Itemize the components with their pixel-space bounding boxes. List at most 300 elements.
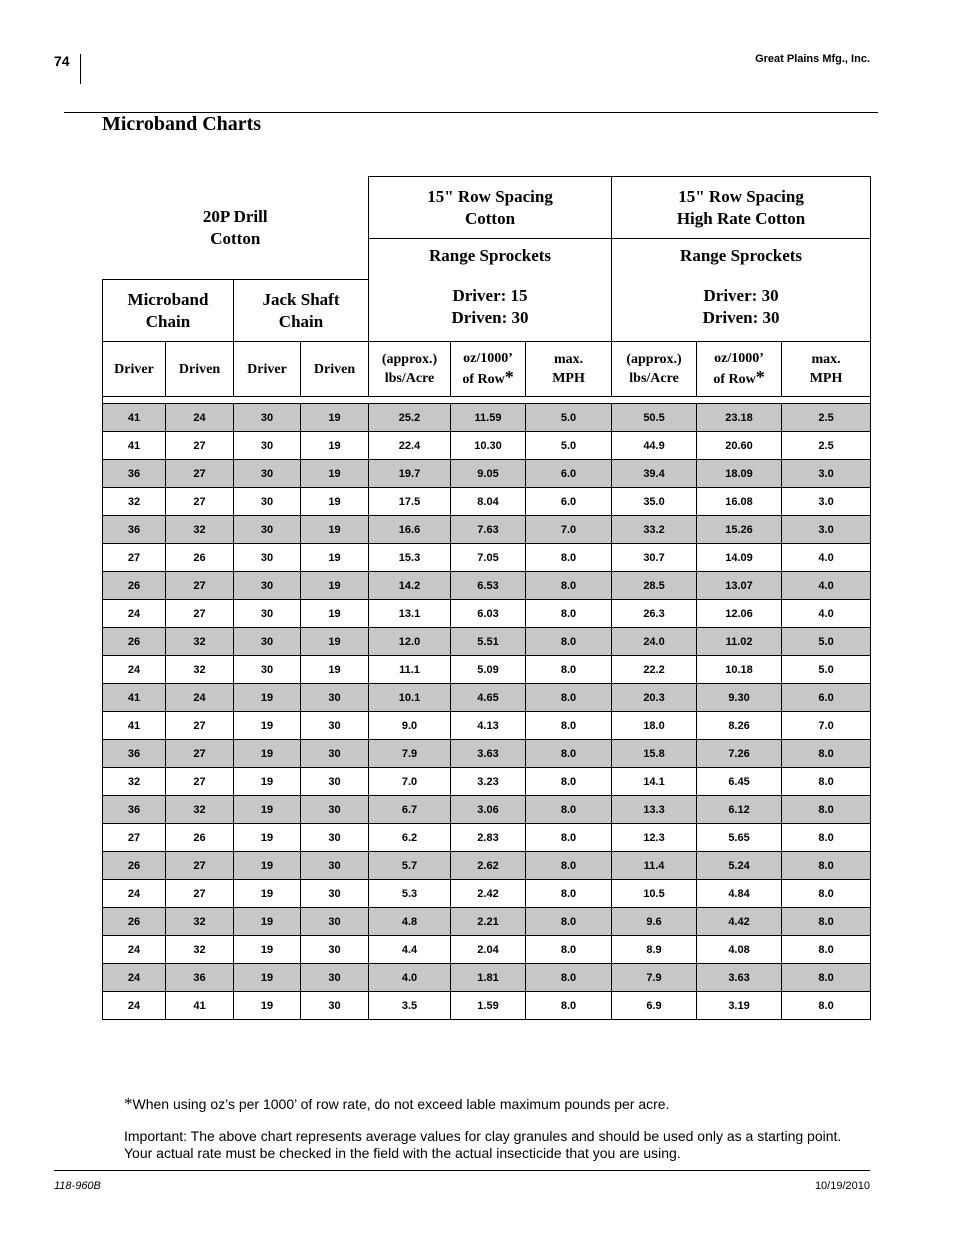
table-cell: 35.0 — [612, 488, 697, 516]
table-cell: 4.42 — [697, 908, 782, 936]
table-row — [103, 992, 871, 1020]
table-cell: 27 — [103, 824, 166, 852]
table-cell: 30 — [234, 460, 301, 488]
table-cell: 30 — [301, 684, 369, 712]
table-cell: 2.42 — [451, 880, 526, 908]
table-cell: 24 — [166, 404, 234, 432]
table-cell: 13.1 — [369, 600, 451, 628]
table-cell: 19 — [234, 908, 301, 936]
table-cell: 30 — [234, 628, 301, 656]
table-row — [103, 460, 871, 488]
microband-chart-table — [102, 176, 871, 1020]
table-cell: 8.0 — [526, 768, 612, 796]
drill-model: 20P Drill — [202, 206, 268, 226]
table-cell: 19 — [301, 432, 369, 460]
table-cell: 2.83 — [451, 824, 526, 852]
table-cell: 10.30 — [451, 432, 526, 460]
table-cell: 30 — [301, 740, 369, 768]
table-cell: 11.59 — [451, 404, 526, 432]
note-oz-warning — [124, 1094, 669, 1114]
table-row — [103, 572, 871, 600]
table-cell: 14.2 — [369, 572, 451, 600]
table-cell: 8.0 — [526, 740, 612, 768]
table-cell: 8.0 — [526, 908, 612, 936]
col-oz-asterisk: * — [504, 367, 514, 387]
table-cell: 17.5 — [369, 488, 451, 516]
table-cell: 25.2 — [369, 404, 451, 432]
table-cell: 32 — [166, 936, 234, 964]
table-cell: 4.0 — [782, 600, 871, 628]
table-cell: 30 — [301, 992, 369, 1020]
col-microband-driver: Driver — [103, 342, 166, 397]
table-row — [103, 712, 871, 740]
table-cell: 30 — [301, 964, 369, 992]
table-cell: 26.3 — [612, 600, 697, 628]
table-row — [103, 936, 871, 964]
table-cell: 33.2 — [612, 516, 697, 544]
table-cell: 3.63 — [451, 740, 526, 768]
group1-driver: Driver: 15 — [452, 286, 528, 305]
table-cell: 41 — [103, 404, 166, 432]
table-cell: 19 — [234, 824, 301, 852]
table-cell: 26 — [103, 852, 166, 880]
table-cell: 19 — [301, 656, 369, 684]
table-cell: 19 — [301, 600, 369, 628]
table-cell: 30 — [234, 488, 301, 516]
table-cell: 24 — [103, 600, 166, 628]
col-oz-asterisk: * — [755, 367, 765, 387]
table-cell: 3.5 — [369, 992, 451, 1020]
group1-header — [369, 177, 612, 239]
table-cell: 8.04 — [451, 488, 526, 516]
table-cell: 8.0 — [526, 992, 612, 1020]
table-cell: 5.24 — [697, 852, 782, 880]
group1-driven: Driven: 30 — [451, 308, 529, 327]
table-row — [103, 628, 871, 656]
table-cell: 32 — [166, 516, 234, 544]
col-group2-mph — [782, 342, 871, 397]
table-cell: 4.8 — [369, 908, 451, 936]
table-row — [103, 880, 871, 908]
col-jackshaft-driver: Driver — [234, 342, 301, 397]
table-cell: 30 — [301, 908, 369, 936]
footer-rule — [54, 1170, 870, 1171]
table-cell: 2.5 — [782, 432, 871, 460]
table-cell: 8.0 — [782, 740, 871, 768]
table-cell: 22.2 — [612, 656, 697, 684]
table-cell: 26 — [103, 908, 166, 936]
table-cell: 19 — [301, 572, 369, 600]
note-asterisk: * — [124, 1094, 133, 1113]
note-oz-text: When using oz’s per 1000’ of row rate, do not exceed lable maximum pounds per acre. — [132, 1096, 670, 1112]
col-microband-driven: Driven — [166, 342, 234, 397]
table-cell: 7.26 — [697, 740, 782, 768]
table-cell: 27 — [166, 712, 234, 740]
table-cell: 3.23 — [451, 768, 526, 796]
table-cell: 10.1 — [369, 684, 451, 712]
col-jackshaft-driven: Driven — [301, 342, 369, 397]
table-cell: 11.02 — [697, 628, 782, 656]
table-cell: 19 — [301, 628, 369, 656]
col-group2-oz — [697, 342, 782, 397]
col-mph-line2: MPH — [552, 371, 585, 386]
col-lbs-line1: (approx.) — [626, 352, 682, 367]
table-cell: 4.0 — [782, 544, 871, 572]
table-cell: 27 — [166, 488, 234, 516]
table-cell: 8.0 — [526, 880, 612, 908]
table-cell: 8.9 — [612, 936, 697, 964]
table-cell: 30 — [234, 404, 301, 432]
table-cell: 27 — [166, 600, 234, 628]
header-divider — [80, 54, 81, 84]
table-cell: 27 — [166, 880, 234, 908]
table-cell: 4.08 — [697, 936, 782, 964]
table-cell: 3.63 — [697, 964, 782, 992]
table-cell: 5.0 — [782, 628, 871, 656]
table-cell: 19 — [234, 936, 301, 964]
table-cell: 1.81 — [451, 964, 526, 992]
table-cell: 8.0 — [526, 796, 612, 824]
table-row — [103, 768, 871, 796]
microband-label: Microband — [127, 289, 209, 309]
table-cell: 32 — [103, 488, 166, 516]
table-cell: 5.65 — [697, 824, 782, 852]
table-row — [103, 656, 871, 684]
table-cell: 24 — [103, 964, 166, 992]
table-body — [103, 404, 871, 1020]
table-cell: 30 — [234, 600, 301, 628]
table-cell: 6.0 — [526, 488, 612, 516]
table-cell: 4.4 — [369, 936, 451, 964]
col-oz-line2: of Row — [713, 372, 756, 387]
table-cell: 8.0 — [526, 824, 612, 852]
table-cell: 12.0 — [369, 628, 451, 656]
table-cell: 30 — [301, 712, 369, 740]
table-cell: 14.09 — [697, 544, 782, 572]
table-cell: 41 — [103, 684, 166, 712]
table-cell: 30 — [301, 880, 369, 908]
table-cell: 19 — [234, 852, 301, 880]
table-cell: 3.19 — [697, 992, 782, 1020]
table-cell: 8.0 — [782, 936, 871, 964]
table-cell: 7.63 — [451, 516, 526, 544]
table-cell: 7.0 — [526, 516, 612, 544]
table-cell: 32 — [166, 908, 234, 936]
table-cell: 27 — [166, 852, 234, 880]
col-mph-line1: max. — [811, 352, 841, 367]
table-cell: 19 — [234, 684, 301, 712]
table-cell: 1.59 — [451, 992, 526, 1020]
table-cell: 44.9 — [612, 432, 697, 460]
table-cell: 7.9 — [369, 740, 451, 768]
table-cell: 8.0 — [526, 852, 612, 880]
table-cell: 19 — [301, 404, 369, 432]
table-cell: 50.5 — [612, 404, 697, 432]
table-cell: 27 — [166, 432, 234, 460]
table-cell: 6.45 — [697, 768, 782, 796]
table-cell: 24 — [103, 936, 166, 964]
table-cell: 12.06 — [697, 600, 782, 628]
col-group1-mph — [526, 342, 612, 397]
table-cell: 30 — [234, 544, 301, 572]
table-cell: 30 — [301, 852, 369, 880]
table-cell: 16.08 — [697, 488, 782, 516]
table-cell: 22.4 — [369, 432, 451, 460]
table-cell: 6.03 — [451, 600, 526, 628]
document-number: 118-960B — [54, 1180, 101, 1192]
table-cell: 26 — [103, 628, 166, 656]
table-cell: 10.18 — [697, 656, 782, 684]
table-cell: 8.0 — [782, 992, 871, 1020]
table-cell: 14.1 — [612, 768, 697, 796]
group1-sprockets — [369, 239, 612, 342]
table-cell: 6.0 — [526, 460, 612, 488]
table-cell: 30 — [301, 796, 369, 824]
table-cell: 41 — [166, 992, 234, 1020]
table-cell: 8.0 — [782, 852, 871, 880]
table-row — [103, 852, 871, 880]
table-cell: 8.0 — [526, 628, 612, 656]
col-group2-lbs — [612, 342, 697, 397]
table-cell: 41 — [103, 712, 166, 740]
table-cell: 30 — [234, 516, 301, 544]
table-cell: 3.0 — [782, 488, 871, 516]
table-cell: 8.0 — [782, 768, 871, 796]
table-row — [103, 432, 871, 460]
table-row — [103, 516, 871, 544]
table-cell: 5.09 — [451, 656, 526, 684]
table-cell: 4.84 — [697, 880, 782, 908]
table-cell: 19 — [234, 712, 301, 740]
table-cell: 39.4 — [612, 460, 697, 488]
table-cell: 10.5 — [612, 880, 697, 908]
table-cell: 19 — [301, 460, 369, 488]
group2-spacing: 15" Row Spacing — [678, 186, 804, 206]
table-cell: 27 — [166, 740, 234, 768]
table-cell: 6.12 — [697, 796, 782, 824]
col-oz-line2: of Row — [462, 372, 505, 387]
group1-range-label: Range Sprockets — [429, 246, 552, 265]
table-cell: 36 — [103, 796, 166, 824]
table-cell: 7.0 — [369, 768, 451, 796]
col-lbs-line2: lbs/Acre — [629, 371, 679, 386]
table-cell: 6.0 — [782, 684, 871, 712]
table-cell: 3.0 — [782, 516, 871, 544]
jackshaft-label: Jack Shaft — [262, 289, 340, 309]
col-oz-line1: oz/1000’ — [714, 351, 764, 366]
table-cell: 5.7 — [369, 852, 451, 880]
table-cell: 6.53 — [451, 572, 526, 600]
table-cell: 4.0 — [782, 572, 871, 600]
table-cell: 6.9 — [612, 992, 697, 1020]
jackshaft-chain-label: Chain — [278, 311, 324, 331]
table-cell: 41 — [103, 432, 166, 460]
table-cell: 9.6 — [612, 908, 697, 936]
table-cell: 24 — [166, 684, 234, 712]
col-group1-oz — [451, 342, 526, 397]
table-cell: 8.0 — [782, 824, 871, 852]
table-cell: 19 — [234, 992, 301, 1020]
table-cell: 8.0 — [526, 712, 612, 740]
table-row — [103, 404, 871, 432]
table-cell: 20.60 — [697, 432, 782, 460]
table-cell: 24 — [103, 992, 166, 1020]
table-cell: 7.9 — [612, 964, 697, 992]
table-cell: 19 — [234, 880, 301, 908]
group2-header — [612, 177, 871, 239]
table-cell: 8.0 — [526, 600, 612, 628]
table-cell: 8.0 — [526, 656, 612, 684]
col-lbs-line2: lbs/Acre — [384, 371, 435, 386]
group2-driven: Driven: 30 — [702, 308, 780, 327]
table-cell: 30 — [301, 936, 369, 964]
table-row — [103, 544, 871, 572]
table-cell: 2.5 — [782, 404, 871, 432]
table-cell: 27 — [166, 768, 234, 796]
table-cell: 32 — [166, 796, 234, 824]
group2-crop: High Rate Cotton — [676, 208, 806, 228]
table-cell: 36 — [103, 516, 166, 544]
table-cell: 8.0 — [782, 880, 871, 908]
microband-chain-label: Chain — [145, 311, 191, 331]
table-cell: 30 — [301, 768, 369, 796]
drill-header — [103, 177, 369, 280]
table-cell: 28.5 — [612, 572, 697, 600]
table-cell: 15.3 — [369, 544, 451, 572]
table-cell: 19 — [234, 964, 301, 992]
microband-chain-header — [103, 280, 234, 342]
table-cell: 6.7 — [369, 796, 451, 824]
table-cell: 36 — [103, 740, 166, 768]
table-cell: 19 — [301, 516, 369, 544]
table-cell: 9.05 — [451, 460, 526, 488]
group2-range-label: Range Sprockets — [680, 246, 803, 265]
table-cell: 3.0 — [782, 460, 871, 488]
table-cell: 30 — [234, 656, 301, 684]
group2-sprockets — [612, 239, 871, 342]
col-mph-line1: max. — [553, 352, 584, 367]
page-number: 74 — [54, 53, 70, 69]
table-cell: 11.4 — [612, 852, 697, 880]
table-cell: 19 — [234, 740, 301, 768]
header-gap — [103, 397, 871, 404]
table-cell: 4.65 — [451, 684, 526, 712]
table-cell: 15.26 — [697, 516, 782, 544]
group1-crop: Cotton — [464, 208, 516, 228]
table-cell: 8.0 — [782, 908, 871, 936]
col-group1-lbs — [369, 342, 451, 397]
table-cell: 13.07 — [697, 572, 782, 600]
table-cell: 11.1 — [369, 656, 451, 684]
jackshaft-chain-header — [234, 280, 369, 342]
table-cell: 26 — [166, 544, 234, 572]
table-cell: 3.06 — [451, 796, 526, 824]
table-cell: 30.7 — [612, 544, 697, 572]
table-cell: 8.0 — [526, 572, 612, 600]
table-cell: 16.6 — [369, 516, 451, 544]
table-cell: 15.8 — [612, 740, 697, 768]
table-cell: 24 — [103, 656, 166, 684]
table-cell: 8.0 — [782, 964, 871, 992]
table-row — [103, 824, 871, 852]
table-cell: 20.3 — [612, 684, 697, 712]
company-name: Great Plains Mfg., Inc. — [755, 53, 870, 65]
table-row — [103, 796, 871, 824]
drill-crop: Cotton — [210, 228, 261, 248]
table-cell: 19 — [234, 796, 301, 824]
table-row — [103, 740, 871, 768]
table-cell: 5.0 — [782, 656, 871, 684]
table-cell: 7.05 — [451, 544, 526, 572]
table-cell: 23.18 — [697, 404, 782, 432]
table-cell: 8.0 — [526, 964, 612, 992]
table-cell: 32 — [103, 768, 166, 796]
table-cell: 8.0 — [526, 544, 612, 572]
table-cell: 30 — [234, 432, 301, 460]
col-lbs-line1: (approx.) — [381, 352, 438, 367]
table-cell: 27 — [103, 544, 166, 572]
table-cell: 5.3 — [369, 880, 451, 908]
table-cell: 24.0 — [612, 628, 697, 656]
table-cell: 30 — [234, 572, 301, 600]
table-cell: 4.0 — [369, 964, 451, 992]
table-cell: 7.0 — [782, 712, 871, 740]
table-row — [103, 964, 871, 992]
table-cell: 5.51 — [451, 628, 526, 656]
note-important: Important: The above chart represents average values for clay granules and should be used only as a starting point. Your actual rate must be checked in the field with the actual insecticide that you are using. — [124, 1128, 842, 1161]
table-cell: 2.04 — [451, 936, 526, 964]
table-cell: 18.09 — [697, 460, 782, 488]
table-cell: 26 — [166, 824, 234, 852]
table-cell: 36 — [166, 964, 234, 992]
table-row — [103, 908, 871, 936]
table-cell: 13.3 — [612, 796, 697, 824]
table-cell: 4.13 — [451, 712, 526, 740]
table-cell: 24 — [103, 880, 166, 908]
table-cell: 9.0 — [369, 712, 451, 740]
page-title: Microband Charts — [102, 113, 262, 135]
table-cell: 27 — [166, 460, 234, 488]
table-row — [103, 488, 871, 516]
table-cell: 19 — [301, 488, 369, 516]
table-cell: 8.0 — [782, 796, 871, 824]
table-cell: 27 — [166, 572, 234, 600]
table-cell: 12.3 — [612, 824, 697, 852]
group2-driver: Driver: 30 — [703, 286, 779, 305]
table-row — [103, 684, 871, 712]
table-cell: 5.0 — [526, 404, 612, 432]
table-cell: 8.26 — [697, 712, 782, 740]
table-cell: 9.30 — [697, 684, 782, 712]
table-cell: 2.21 — [451, 908, 526, 936]
table-cell: 8.0 — [526, 936, 612, 964]
table-cell: 32 — [166, 628, 234, 656]
table-cell: 18.0 — [612, 712, 697, 740]
table-cell: 5.0 — [526, 432, 612, 460]
table-cell: 19 — [234, 768, 301, 796]
col-oz-line1: oz/1000’ — [463, 351, 513, 366]
group1-spacing: 15" Row Spacing — [427, 186, 553, 206]
table-cell: 30 — [301, 824, 369, 852]
table-cell: 19 — [301, 544, 369, 572]
table-cell: 8.0 — [526, 684, 612, 712]
table-cell: 36 — [103, 460, 166, 488]
table-cell: 32 — [166, 656, 234, 684]
table-row — [103, 600, 871, 628]
table-cell: 26 — [103, 572, 166, 600]
document-date: 10/19/2010 — [814, 1180, 870, 1192]
table-cell: 2.62 — [451, 852, 526, 880]
